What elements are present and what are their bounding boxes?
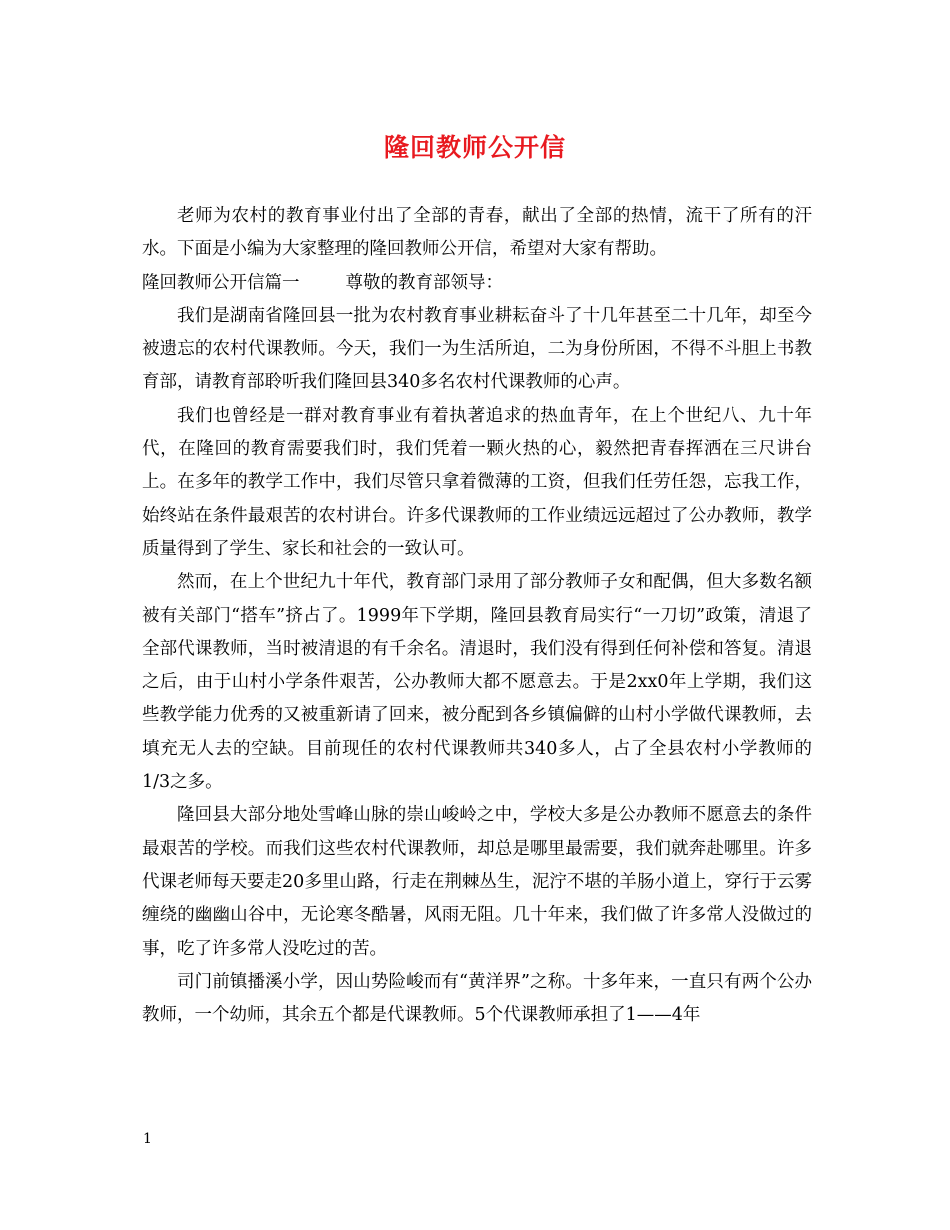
paragraph-1: 我们是湖南省隆回县一批为农村教育事业耕耘奋斗了十几年甚至二十几年，却至今被遗忘的农村代课教师。今天，我们一为生活所迫，二为身份所困，不得不斗胆上书教育部，请教育部聆听我们隆回县340多名农村代课教师的心声。	[142, 305, 812, 393]
document-body	[142, 200, 812, 1032]
section-heading	[142, 267, 812, 300]
paragraph-5: 司门前镇播溪小学，因山势险峻而有“黄洋界”之称。十多年来，一直只有两个公办教师，一个幼师，其余五个都是代课教师。5个代课教师承担了1——4年	[142, 971, 812, 1026]
paragraph-2: 我们也曾经是一群对教育事业有着执著追求的热血青年，在上个世纪八、九十年代，在隆回的教育需要我们时，我们凭着一颗火热的心，毅然把青春挥洒在三尺讲台上。在多年的教学工作中，我们尽管只拿着微薄的工资，但我们任劳任怨，忘我工作，始终站在条件最艰苦的农村讲台。许多代课教师的工作业绩远远超过了公办教师，教学质量得到了学生、家长和社会的一致认可。	[142, 405, 812, 559]
document-title: 隆回教师公开信	[383, 133, 566, 162]
paragraph-4: 隆回县大部分地处雪峰山脉的崇山峻岭之中，学校大多是公办教师不愿意去的条件最艰苦的学校。而我们这些农村代课教师，却总是哪里最需要，我们就奔赴哪里。许多代课老师每天要走20多里山路，行走在荆棘丛生，泥泞不堪的羊肠小道上，穿行于云雾缠绕的幽幽山谷中，无论寒冬酷暑，风雨无阻。几十年来，我们做了许多常人没做过的事，吃了许多常人没吃过的苦。	[142, 805, 812, 959]
section-heading-label: 隆回教师公开信篇一	[142, 272, 300, 293]
paragraph-intro: 老师为农村的教育事业付出了全部的青春，献出了全部的热情，流干了所有的汗水。下面是小编为大家整理的隆回教师公开信，希望对大家有帮助。	[142, 206, 812, 260]
salutation: 尊敬的教育部领导：	[345, 272, 503, 293]
paragraph-3: 然而，在上个世纪九十年代，教育部门录用了部分教师子女和配偶，但大多数名额被有关部门“搭车”挤占了。1999年下学期，隆回县教育局实行“一刀切”政策，清退了全部代课教师，当时被清退的有千余名。清退时，我们没有得到任何补偿和答复。清退之后，由于山村小学条件艰苦，公办教师大都不愿意去。于是2xx0年上学期，我们这些教学能力优秀的又被重新请了回来，被分配到各乡镇偏僻的山村小学做代课教师，去填充无人去的空缺。目前现任的农村代课教师共340多人，占了全县农村小学教师的1/3之多。	[142, 572, 812, 793]
page-number: 1	[143, 1131, 152, 1147]
